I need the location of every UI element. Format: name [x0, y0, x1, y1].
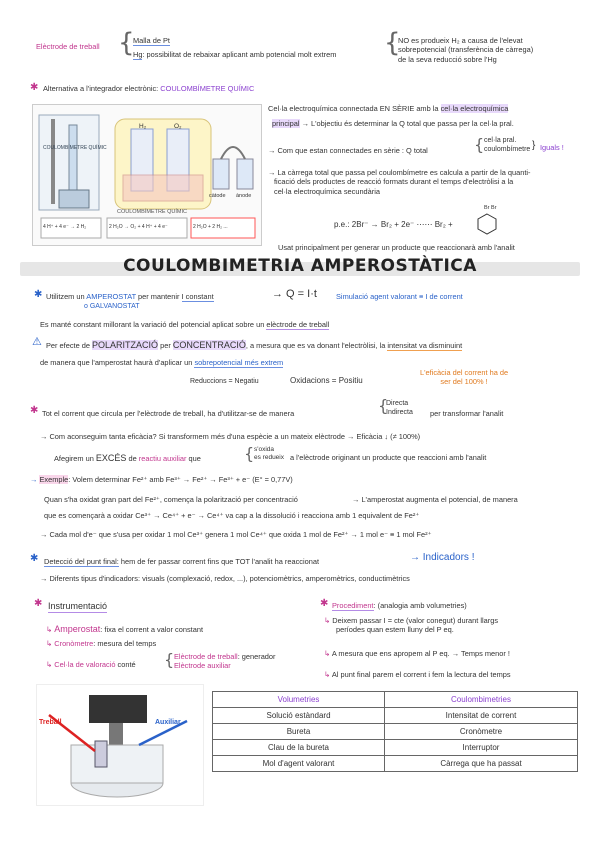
- directa-options: [386, 400, 413, 418]
- brace: {: [378, 396, 389, 415]
- amperostat-line: [46, 292, 214, 301]
- note-line: sobrepotencial (transferència de càrrega): [398, 45, 534, 55]
- indicadors: → Indicadors !: [410, 552, 475, 563]
- amperostat: AMPEROSTAT: [86, 292, 136, 301]
- fig-eq-mid: 2 H₂O → O₂ + 4 H⁺ + 4 e⁻: [109, 224, 168, 230]
- deteccio: Detecció del punt final:: [44, 557, 119, 566]
- usat-line: Usat principalment per generar un producte que reaccionarà amb l'analit: [278, 243, 515, 252]
- line: ser del 100% !: [440, 377, 488, 387]
- electrode-options: [174, 652, 276, 671]
- text: : (analogia amb volumetries): [373, 601, 467, 610]
- warning-icon: ⚠: [32, 336, 42, 348]
- simulacio: Simulació agent valorant ≡ I de corrent: [336, 292, 463, 301]
- anode-label: ànode: [236, 193, 252, 199]
- deteccio-line: [44, 557, 319, 566]
- star-icon: ✱: [34, 289, 43, 300]
- text: Utilitzem un: [46, 292, 85, 301]
- coulombimetre-quimic: COULOMBÍMETRE QUÍMIC: [160, 84, 255, 93]
- option: coulombímetre: [484, 145, 531, 153]
- cell: Càrrega que ha passat: [385, 756, 578, 772]
- malla-label: Malla de Pt: [133, 36, 170, 45]
- amperostat-augmenta: → L'amperostat augmenta el potencial, de manera: [352, 495, 518, 504]
- text: → Temps menor !: [451, 649, 510, 658]
- option: cel·la pral.: [484, 137, 517, 144]
- header-volumetries: Volumetries: [213, 692, 385, 708]
- mante-line: [40, 320, 329, 329]
- hg-text: : possibilitat de rebaixar aplicant amb potencial molt extrem: [142, 50, 337, 59]
- br-equation: p.e.: 2Br⁻ → Br₂ + 2e⁻ ⋯⋯ Br₂ +: [334, 220, 453, 229]
- line: → La càrrega total que passa pel coulombímetre es calcula a partir de la quanti-: [268, 168, 531, 177]
- galvanostat: o GALVANOSTAT: [84, 303, 140, 310]
- beaker: [59, 190, 89, 208]
- cell: Clau de la bureta: [213, 740, 385, 756]
- instrumentacio: Instrumentació: [48, 601, 107, 613]
- cell: Interruptor: [385, 740, 578, 756]
- oxidacions: Oxidacions = Positiu: [290, 376, 363, 385]
- tipus-indicadors: [40, 574, 410, 583]
- text: de manera que l'amperostat haurà d'aplicar un: [40, 358, 193, 367]
- tot-corrent-line: Tot el corrent que circula per l'elèctrode de treball, ha d'utilitzar-se de manera: [42, 409, 295, 418]
- brace: {: [164, 650, 175, 669]
- brace: {: [244, 444, 255, 463]
- reactiu-auxiliar: reactiu auxiliar: [138, 454, 187, 463]
- electrode-label: Elèctrode de treball: [36, 42, 100, 51]
- electrode-treball: elèctrode de treball: [266, 320, 330, 329]
- mol-equivalencia: → Cada mol d'e⁻ que s'usa per oxidar 1 mol Ce³⁺ genera 1 mol Ce⁴⁺ que oxida 1 mol de Fe²⁺ → 1 mol e⁻ ≡ 1 mol Fe²⁺: [40, 530, 432, 539]
- exces-line: [54, 453, 201, 464]
- arrow: ↳: [46, 660, 53, 669]
- option: s'oxida: [254, 446, 275, 453]
- oxida-options: [254, 446, 284, 462]
- hg-note: [398, 36, 533, 64]
- line: L'eficàcia del corrent ha de: [420, 368, 509, 377]
- serie-equal-line: [268, 146, 428, 155]
- cell: Intensitat de corrent: [385, 708, 578, 724]
- fig-caption: COULOMBÍMETRE QUÍMIC: [117, 209, 187, 215]
- q-formula: → Q = I·t: [272, 288, 317, 300]
- fig-eq-left: 4 H⁺ + 4 e⁻ → 2 H₂: [43, 224, 87, 230]
- text: Cel·la electroquímica connectada: [268, 104, 378, 113]
- benzene-icon: [476, 213, 498, 235]
- transformar: per transformar l'analit: [430, 409, 504, 418]
- text: Per efecte de: [46, 341, 90, 350]
- sobrepotencial-line: [40, 358, 283, 367]
- coulombimetre-figure: [32, 104, 262, 246]
- page-title: COULOMBIMETRIA AMPEROSTÀTICA: [123, 256, 477, 276]
- hg-label: Hg: [133, 50, 143, 59]
- fig-side-label: COULOMBÍMETRE QUÍMIC: [43, 145, 107, 151]
- text: Deixem passar I = cte (valor conegut) durant llargs: [332, 616, 499, 625]
- frit-tube: [95, 741, 107, 767]
- cell: Bureta: [213, 724, 385, 740]
- exemple-arrow: →: [30, 475, 38, 484]
- salt-bridge: [221, 147, 245, 159]
- pas-1: [324, 616, 498, 635]
- exemple: Exemple: [39, 475, 69, 484]
- brace: {: [384, 28, 401, 58]
- eficacia-line: → Com aconseguim tanta eficàcia? Si transformem més d'una espècie a un mateix elèctrode → Eficàcia ↓ (≠ 100%): [40, 432, 421, 441]
- producte-line: a l'elèctrode originant un producte que reaccioni amb l'analit: [290, 453, 487, 462]
- brace: {: [474, 135, 485, 154]
- br-labels: Br Br: [484, 205, 497, 211]
- brace: {: [118, 28, 135, 58]
- polaritzacio-text: Quan s'ha oxidat gran part del Fe²⁺, comença la polarització per concentració: [44, 495, 298, 504]
- cronometre-item: [46, 639, 156, 648]
- qtotal: Q total: [406, 146, 428, 155]
- cella-figure: [36, 684, 204, 806]
- cella-drawing: [37, 685, 203, 805]
- table-row: [213, 724, 578, 740]
- cell: Mol d'agent valorant: [213, 756, 385, 772]
- pas-2: [324, 649, 510, 658]
- alternativa-line: [43, 84, 254, 93]
- burette: [69, 125, 77, 195]
- text: hem de fer passar corrent fins que TOT l'analit ha reaccionat: [120, 557, 320, 566]
- serie-options: [484, 137, 530, 155]
- option-treball: [174, 652, 276, 661]
- alternativa-text: Alternativa a l'integrador electrònic:: [43, 84, 159, 93]
- note-line: de la seva reducció sobre l'Hg: [398, 54, 497, 64]
- electrode-right: [237, 159, 253, 189]
- fig-eq-right: 2 H₂O + 2 H₂ ...: [193, 224, 228, 230]
- catode-label: càtode: [209, 193, 226, 199]
- ce-oxidacio: que es començarà a oxidar Ce³⁺ → Ce⁴⁺ + e⁻ → Ce⁴⁺ va cap a la dissolució i reacciona amb 1 equivalent de Fe²⁺: [44, 511, 420, 520]
- line: cel·la electroquímica secundària: [274, 186, 380, 196]
- amperostat: Amperostat: [54, 624, 101, 634]
- pas-3: [324, 670, 511, 679]
- text: visuals (complexació, redox, ...), potenciomètrics, amperomètrics, conductimètrics: [142, 574, 410, 583]
- auxiliar-label: Auxiliar: [155, 719, 181, 726]
- star-icon: ✱: [30, 82, 39, 93]
- beaker-body: [71, 745, 163, 783]
- arrow: ↳: [324, 649, 331, 658]
- electrode-head: [89, 695, 147, 723]
- exces: EXCÉS: [95, 453, 127, 463]
- star-icon: ✱: [320, 598, 329, 609]
- header-coulombimetries: Coulombimetries: [385, 692, 578, 708]
- option: Indirecta: [386, 408, 413, 416]
- i-constant: I constant: [181, 292, 214, 301]
- text: amb la: [416, 104, 439, 113]
- arrow: ↳: [46, 639, 53, 648]
- text: Al punt final parem el corrent i fem la lectura del temps: [331, 670, 511, 679]
- brace: }: [532, 140, 536, 151]
- star-icon: ✱: [30, 405, 39, 416]
- option-auxiliar: Elèctrode auxiliar: [174, 661, 231, 671]
- comparison-table: [212, 691, 578, 772]
- text: A mesura que ens apropem al P eq.: [331, 649, 450, 658]
- text: : Volem determinar Fe²⁺ amb Fe³⁺ → Fe²⁺ → Fe³⁺ + e⁻ (E° = 0,77V): [68, 475, 293, 484]
- electrolyte: [123, 175, 203, 201]
- treball-label: Treball: [39, 719, 62, 726]
- amperostat-item: [46, 624, 203, 635]
- text: : mesura del temps: [93, 639, 157, 648]
- procediment: Procediment: [332, 601, 374, 610]
- arrow: ↳: [324, 616, 331, 625]
- polaritzacio: POLARITZACIÓ: [92, 340, 159, 350]
- polaritzacio-line: [46, 340, 462, 351]
- table-row: [213, 756, 578, 772]
- table-row: [213, 708, 578, 724]
- text: : fixa el corrent a valor constant: [100, 625, 203, 634]
- text: conté: [117, 660, 136, 669]
- text: per mantenir: [138, 292, 180, 301]
- concentracio: CONCENTRACIÓ: [172, 340, 246, 350]
- text: EN SÈRIE: [379, 104, 415, 113]
- text: Afegirem un: [54, 454, 94, 463]
- carrega-text: [268, 168, 531, 196]
- cell: Cronòmetre: [385, 724, 578, 740]
- cella-principal: cel·la electroquímica: [440, 104, 509, 113]
- et: Elèctrode de treball: [174, 652, 238, 661]
- option: Directa: [386, 400, 409, 407]
- iguals: Iguals !: [540, 143, 564, 152]
- text: per: [160, 341, 171, 350]
- sobrepotencial: sobrepotencial més extrem: [194, 358, 284, 367]
- arrow: ↳: [324, 670, 331, 679]
- cronometre: Cronòmetre: [54, 639, 94, 648]
- table-row: [213, 740, 578, 756]
- note-line: NO es produeix H₂ a causa de l'elevat: [398, 36, 523, 45]
- principal: principal: [272, 119, 300, 128]
- arrow: ↳: [46, 625, 53, 634]
- text: → Diferents tipus d'indicadors:: [40, 574, 140, 583]
- procediment-line: [332, 601, 467, 610]
- text: → L'objectiu és determinar la Q total que passa per la cel·la pral.: [301, 119, 514, 128]
- text: → Com que estan connectades en sèrie :: [268, 146, 404, 155]
- exemple-line: [30, 475, 293, 484]
- text: períodes quan estem lluny del P eq.: [336, 625, 454, 635]
- h2-label: H₂: [139, 123, 147, 130]
- line: ficació dels productes de reacció formats durant el temps d'electròlisi a la: [274, 177, 514, 187]
- cell: Solució estàndard: [213, 708, 385, 724]
- text: de: [128, 454, 137, 463]
- stand-rod: [51, 119, 55, 204]
- intensitat: intensitat va disminuint: [387, 341, 463, 350]
- o2-label: O₂: [174, 123, 182, 130]
- cella-item: [46, 660, 136, 669]
- star-icon: ✱: [34, 598, 43, 609]
- option: es redueix: [254, 454, 284, 462]
- reduccions: Reduccions = Negatiu: [190, 378, 259, 385]
- text: , a mesura que es va donant l'electròlisi, la: [245, 341, 386, 350]
- serie-line: [268, 104, 508, 113]
- electrode-left: [213, 159, 229, 189]
- hg-line: [133, 50, 336, 59]
- eficacia-note: [420, 368, 508, 387]
- cella-valoracio: Cel·la de valoració: [54, 660, 116, 669]
- objectiu-line: [272, 119, 514, 128]
- text: Es manté constant millorant la variació del potencial aplicat sobre un: [40, 320, 265, 329]
- text: : generador: [237, 652, 276, 661]
- table-header: [213, 692, 578, 708]
- text: que: [188, 454, 201, 463]
- star-icon: ✱: [30, 553, 39, 564]
